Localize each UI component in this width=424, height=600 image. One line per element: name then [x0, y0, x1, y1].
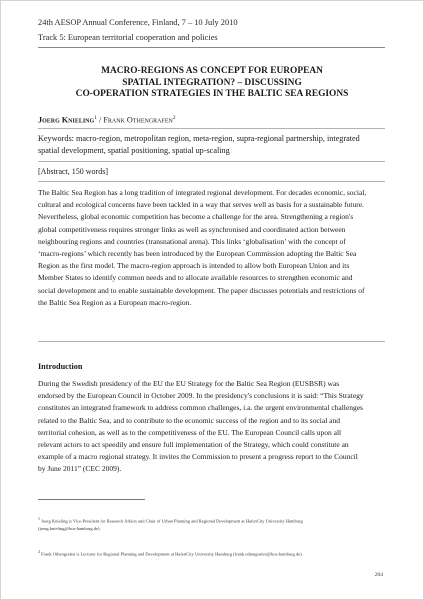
intro-line: During the Swedish presidency of the EU the EU Strategy for the Baltic Sea Region (EUSBSR) was — [38, 379, 340, 388]
intro-line: by June 2011” (CEC 2009). — [38, 464, 122, 474]
page-number: 204 — [374, 572, 383, 578]
author-name: Joerg Knieling — [38, 115, 95, 125]
title-line: CO-OPERATION STRATEGIES IN THE BALTIC SEA REGIONS — [75, 89, 349, 100]
section-rule — [38, 341, 385, 342]
intro-line: endorsed by the European Council in October 2009. In the presidency's conclusions it is said: “This Strategy — [38, 391, 364, 401]
intro-line: constitutes an integrated framework to address common challenges, i.a. the urgent environmental challenges — [38, 403, 363, 413]
abstract-line: social development and to enable sustainable development. The paper discusses potentials and restrictions of — [38, 285, 365, 295]
footnote-rule — [38, 499, 145, 500]
footnote-line: (joerg.knieling@hcu-hamburg.de). — [38, 525, 101, 531]
section-rule — [38, 128, 385, 129]
abstract-line: global competitiveness requires stronger links as well as synchronised and coordinated action between — [38, 224, 346, 234]
author-name: Frank Othengrafen — [103, 115, 173, 125]
footnote — [38, 515, 386, 532]
paper-title — [41, 66, 383, 101]
conference-header: 24th AESOP Annual Conference, Finland, 7 – 10 July 2010 — [38, 18, 238, 27]
abstract-text — [38, 187, 386, 309]
abstract-line: the Baltic Sea Region as a European macro-region. — [38, 297, 192, 307]
abstract-line: Region as the first model. The macro-region approach is intended to allow both European Union and its — [38, 261, 350, 271]
footnote-mark: 2 — [172, 115, 176, 121]
section-rule — [38, 181, 385, 182]
header-rule — [38, 47, 385, 48]
footnote-number: 1 — [38, 516, 40, 521]
abstract-line: The Baltic Sea Region has a long tradition of integrated regional development. For decades economic, social, — [38, 188, 367, 197]
abstract-line: cultural and ecological concerns have been tackled in a way that serves well as basis for a sustainable future. — [38, 200, 364, 210]
intro-line: relevant actors to act speedily and ensure full implementation of the Strategy, which could constitute an — [38, 440, 349, 450]
intro-line: territorial cohesion, as well as to the competitiveness of the EU. The European Council calls upon all — [38, 427, 342, 437]
footnote-mark: 1 — [94, 115, 97, 121]
intro-line: example of a macro regional strategy. It invites the Commission to present a progress report to the Council — [38, 452, 358, 462]
abstract-line: Nevertheless, global economic competition has become a challenge for the area. Strengthening a region's — [38, 212, 354, 222]
footnote — [38, 548, 386, 558]
author-separator: / — [96, 115, 104, 125]
section-heading: Introduction — [38, 362, 83, 371]
abstract-line: ‘macro-regions’ which recently has been introduced by the European Commission adopting the Baltic Sea — [38, 249, 357, 259]
abstract-line: Member States to identify common needs and to allocate available resources to strengthen economic and — [38, 273, 353, 283]
title-line: MACRO-REGIONS AS CONCEPT FOR EUROPEAN — [101, 66, 323, 76]
intro-text — [38, 378, 386, 476]
abstract-tag: [Abstract, 150 words] — [38, 167, 108, 176]
intro-line: related to the Baltic Sea, and to contribute to the economic success of the region and to its social and — [38, 415, 340, 425]
keywords-line: Keywords: macro-region, metropolitan region, meta-region, supra-regional partnership, integrated — [38, 134, 360, 143]
footnote-line: $^1$ Joerg Knieling is Vice-President for Research Affairs and Chair of Urban Planning and Regional Development at HafenCity University Hamburg — [38, 516, 303, 524]
footnote-number: 2 — [38, 549, 40, 554]
abstract-line: neighbouring regions and countries (transnational arena). This links ‘globalisation’ with the concept of — [38, 236, 346, 246]
keywords — [38, 133, 386, 156]
track-header: Track 5: European territorial cooperation and policies — [38, 33, 218, 42]
keywords-line: spatial development, spatial positioning, spatial up-scaling — [38, 145, 230, 155]
title-line: SPATIAL INTEGRATION? – DISCUSSING — [122, 77, 302, 88]
footnote-line: $^2$ Frank Othengrafen is Lecturer for Regional Planning and Development at HafenCity University Hamburg (frank.othengrafen@hcu-hamburg.de). — [38, 549, 303, 557]
author-line — [38, 115, 176, 125]
section-rule — [38, 161, 385, 162]
